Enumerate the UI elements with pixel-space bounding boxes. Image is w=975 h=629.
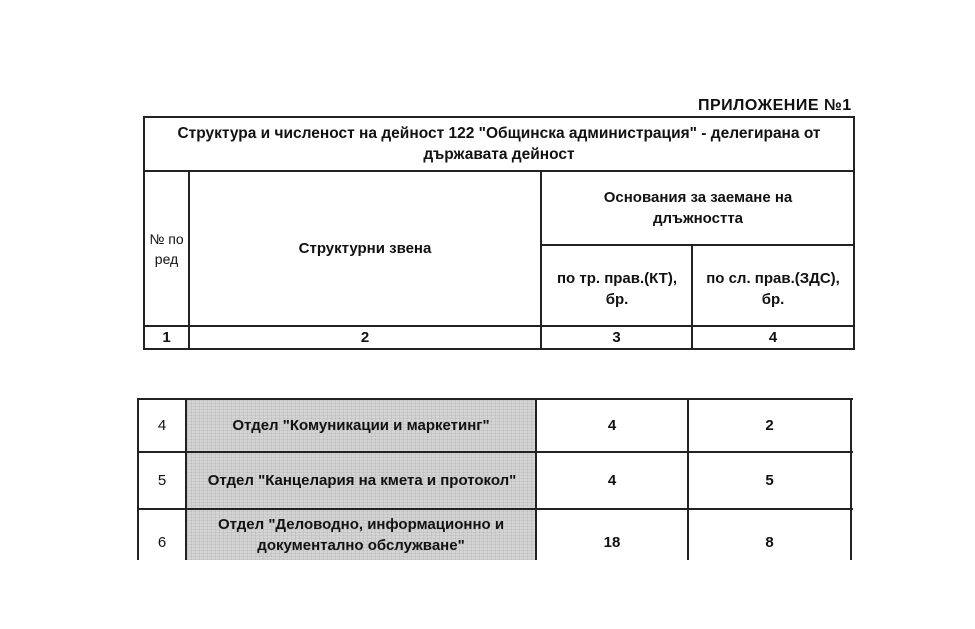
row-number: 5 [157,472,167,489]
row-kt: 4 [607,472,617,489]
row-number: 4 [157,417,167,434]
table-header [143,116,855,352]
table-title: Структура и численост на дейност 122 "Общинска администрация" - делегирана от държавата дейност [177,125,821,163]
annex-label: ПРИЛОЖЕНИЕ №1 [698,97,852,114]
body-col-divider-1 [185,398,187,560]
col-divider-2 [540,170,542,350]
header-grounds: Основания за заемане на длъжността [603,189,793,227]
column-number-1: 1 [162,329,171,346]
row-unit: Отдел "Комуникации и маркетинг" [232,417,490,434]
row-number: 6 [157,533,167,551]
header-labor: по тр. прав.(КТ), бр. [556,270,678,308]
table-body [137,398,853,560]
grounds-divider [541,244,855,246]
header-units: Структурни звена [298,240,432,257]
table-border-bottom [143,348,855,350]
column-number-2: 2 [360,329,370,346]
row-zds: 8 [765,533,774,551]
body-border-right [850,398,852,560]
row-unit: Отдел "Деловодно, информационно и документално обслужване" [217,516,505,554]
header-number: № по ред [149,231,184,267]
row-unit: Отдел "Канцелария на кмета и протокол" [207,472,517,489]
table-border-right [853,116,855,350]
row-kt: 4 [607,417,617,434]
column-number-4: 4 [768,329,778,346]
row-zds: 2 [765,417,774,434]
row-kt: 18 [603,533,621,551]
header-civil: по сл. прав.(ЗДС), бр. [706,270,840,308]
row-zds: 5 [765,472,774,489]
column-number-3: 3 [612,329,621,346]
